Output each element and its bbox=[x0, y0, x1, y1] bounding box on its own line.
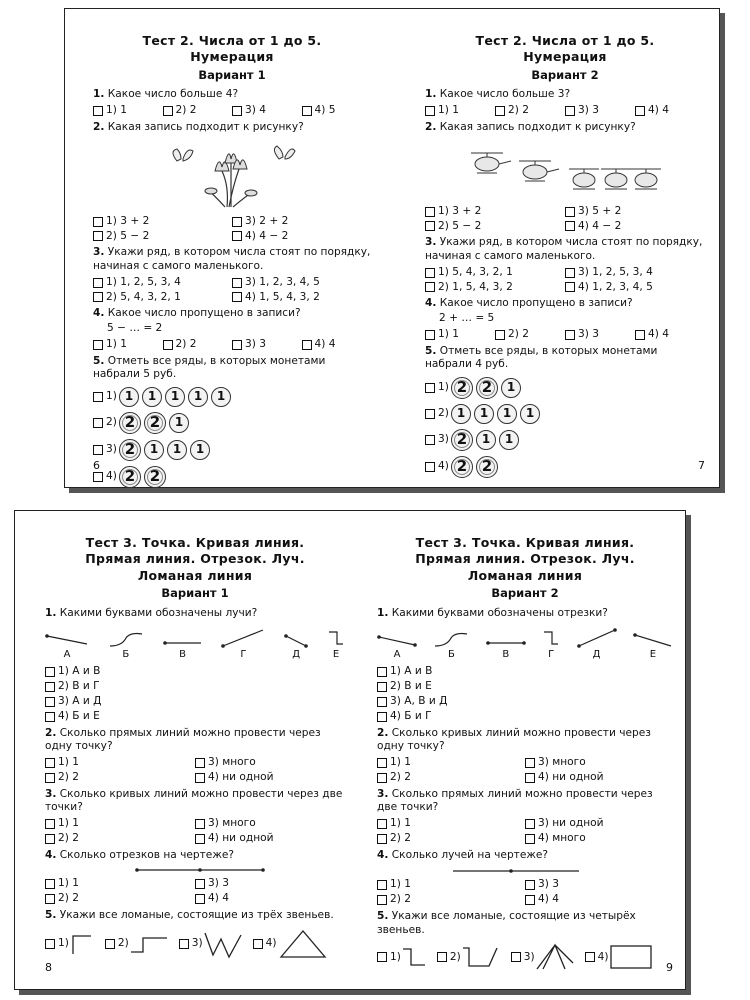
question-5: 5. Отметь все ряды, в которых монетами набрали 4 руб. bbox=[425, 344, 658, 371]
checkbox[interactable] bbox=[377, 819, 387, 829]
answer-option[interactable]: 4) ни одной bbox=[195, 771, 345, 785]
answer-option[interactable]: 2) 2 bbox=[163, 338, 233, 352]
figure-g: Г bbox=[542, 630, 560, 661]
coin-icon: 2 bbox=[119, 412, 141, 434]
answer-option[interactable]: 1) 1 bbox=[45, 877, 195, 891]
checkbox[interactable] bbox=[565, 221, 575, 231]
figure-a: А bbox=[45, 632, 89, 661]
checkbox[interactable] bbox=[525, 819, 535, 829]
test-title: Тест 3. Точка. Кривая линия. Прямая линия. Отрезок. Луч. Ломаная линия bbox=[85, 535, 305, 583]
coin-option-row[interactable] bbox=[425, 404, 705, 424]
question-2: 2. Какая запись подходит к рисунку? bbox=[93, 120, 304, 133]
answer-option[interactable]: 4) ни одной bbox=[525, 771, 673, 785]
answer-options bbox=[377, 665, 673, 723]
curve-shape-icon bbox=[433, 632, 469, 648]
option-label: 1) bbox=[93, 390, 119, 404]
checkbox[interactable] bbox=[425, 207, 435, 217]
question-4: 4. Какое число пропущено в записи? bbox=[425, 297, 633, 310]
checkbox[interactable] bbox=[232, 340, 242, 350]
checkbox[interactable] bbox=[93, 217, 103, 227]
answer-option[interactable]: 1) 1 bbox=[377, 756, 525, 770]
question-3: 3. Укажи ряд, в котором числа стоят по порядку, начиная с самого маленького. bbox=[425, 236, 703, 263]
checkbox[interactable] bbox=[635, 330, 645, 340]
question-3: 3. Сколько кривых линий можно провести через две точки? bbox=[45, 787, 343, 814]
helicopters-illustration bbox=[465, 141, 665, 199]
option-label: 3) bbox=[425, 433, 451, 447]
coin-icon: 2 bbox=[119, 439, 141, 461]
flowers-butterflies-illustration bbox=[167, 141, 297, 209]
answer-option[interactable]: 4) 4 bbox=[195, 892, 345, 906]
figure-c: В bbox=[163, 638, 203, 661]
question-2: 2. Сколько прямых линий можно провести через одну точку? bbox=[45, 726, 321, 753]
answer-option[interactable]: 2) 5 − 2 bbox=[93, 230, 232, 244]
workbook-spread-test-3 bbox=[14, 510, 686, 990]
option-label: 4) bbox=[425, 460, 451, 474]
answer-option[interactable]: 3) А и Д bbox=[45, 695, 345, 709]
coin-icon: 2 bbox=[144, 466, 166, 488]
coin-option-row[interactable] bbox=[93, 387, 371, 407]
answer-option[interactable]: 2) 5 − 2 bbox=[425, 220, 565, 234]
page-number: 9 bbox=[666, 960, 673, 974]
checkbox[interactable] bbox=[195, 834, 205, 844]
checkbox[interactable] bbox=[525, 758, 535, 768]
answer-option[interactable]: 1) А и В bbox=[45, 665, 345, 679]
answer-option[interactable]: 3) много bbox=[525, 756, 673, 770]
page-7 bbox=[425, 9, 705, 487]
checkbox[interactable] bbox=[377, 773, 387, 783]
checkbox[interactable] bbox=[93, 340, 103, 350]
answer-option[interactable]: 3) 4 bbox=[232, 104, 302, 118]
coin-icon: 1 bbox=[190, 440, 210, 460]
checkbox[interactable] bbox=[195, 879, 205, 889]
lines-figure bbox=[377, 628, 673, 661]
segments-figure bbox=[135, 865, 265, 875]
coin-icon: 1 bbox=[476, 430, 496, 450]
answer-option[interactable]: 2) В и Г bbox=[45, 680, 345, 694]
answer-option[interactable]: 1) 3 + 2 bbox=[425, 205, 565, 219]
answer-option[interactable]: 2) 2 bbox=[377, 771, 525, 785]
answer-option[interactable]: 3) 3 bbox=[565, 328, 635, 342]
checkbox[interactable] bbox=[45, 834, 55, 844]
coin-option-row[interactable] bbox=[425, 456, 705, 478]
checkbox[interactable] bbox=[195, 758, 205, 768]
answer-option[interactable]: 4) Б и Г bbox=[377, 710, 673, 724]
checkbox[interactable] bbox=[195, 894, 205, 904]
coin-icon: 2 bbox=[451, 456, 473, 478]
answer-option[interactable]: 3) 1, 2, 5, 3, 4 bbox=[565, 266, 705, 280]
broken-line-icon bbox=[461, 944, 501, 970]
checkbox[interactable] bbox=[45, 712, 55, 722]
test-title: Тест 2. Числа от 1 до 5. Нумерация bbox=[475, 33, 655, 65]
checkbox[interactable] bbox=[179, 939, 189, 949]
question-4: 4. Сколько лучей на чертеже? bbox=[377, 848, 549, 861]
figure-d: Д bbox=[284, 632, 308, 661]
checkbox[interactable] bbox=[45, 894, 55, 904]
answer-option[interactable]: 3) 1, 2, 3, 4, 5 bbox=[232, 276, 371, 290]
question-2: 2. Какая запись подходит к рисунку? bbox=[425, 120, 636, 133]
answer-options bbox=[377, 756, 673, 785]
answer-options bbox=[45, 756, 345, 785]
coin-icon: 2 bbox=[144, 412, 166, 434]
answer-options bbox=[425, 266, 705, 295]
question-1: 1. Какими буквами обозначены отрезки? bbox=[377, 606, 608, 619]
checkbox[interactable] bbox=[565, 268, 575, 278]
question-4: 4. Сколько отрезков на чертеже? bbox=[45, 848, 234, 861]
coin-option-row[interactable] bbox=[93, 439, 371, 461]
checkbox[interactable] bbox=[232, 292, 242, 302]
answer-option[interactable]: 3) 5 + 2 bbox=[565, 205, 705, 219]
coin-icon: 1 bbox=[451, 404, 471, 424]
broken-line-icon bbox=[401, 945, 427, 969]
option-label: 2) bbox=[425, 407, 451, 421]
answer-option[interactable]: 3) 3 bbox=[565, 104, 635, 118]
coin-icon: 1 bbox=[144, 440, 164, 460]
answer-option[interactable]: 3) 3 bbox=[195, 877, 345, 891]
answer-options bbox=[425, 205, 705, 234]
coin-icon: 2 bbox=[476, 377, 498, 399]
checkbox[interactable] bbox=[525, 880, 535, 890]
checkbox[interactable] bbox=[377, 682, 387, 692]
checkbox[interactable] bbox=[525, 834, 535, 844]
checkbox[interactable] bbox=[525, 895, 535, 905]
answer-option[interactable]: 1) 1 bbox=[377, 817, 525, 831]
line-shape-icon bbox=[163, 638, 203, 648]
question-5: 5. Укажи все ломаные, состоящие из трёх звеньев. bbox=[45, 908, 334, 921]
lines-figure bbox=[45, 628, 345, 661]
option-label: 2) bbox=[93, 416, 119, 430]
checkbox[interactable] bbox=[45, 697, 55, 707]
checkbox[interactable] bbox=[377, 697, 387, 707]
answer-option[interactable]: 2) 2 bbox=[45, 771, 195, 785]
answer-option[interactable]: 2) bbox=[437, 944, 501, 970]
answer-option[interactable]: 2) 2 bbox=[377, 893, 525, 907]
checkbox[interactable] bbox=[105, 939, 115, 949]
coin-option-row[interactable] bbox=[425, 377, 705, 399]
checkbox[interactable] bbox=[425, 221, 435, 231]
segment-shape-icon bbox=[377, 634, 417, 648]
answer-option[interactable]: 2) 5, 4, 3, 2, 1 bbox=[93, 291, 232, 305]
question-4: 4. Какое число пропущено в записи? bbox=[93, 307, 301, 320]
checkbox[interactable] bbox=[437, 952, 447, 962]
checkbox[interactable] bbox=[93, 418, 103, 428]
answer-option[interactable]: 3) А, В и Д bbox=[377, 695, 673, 709]
checkbox[interactable] bbox=[93, 392, 103, 402]
answer-option[interactable]: 3) bbox=[179, 929, 243, 959]
broken-line-shape-icon bbox=[542, 630, 560, 648]
broken-line-shape-icon bbox=[327, 630, 345, 648]
checkbox[interactable] bbox=[565, 106, 575, 116]
answer-options bbox=[45, 817, 345, 846]
checkbox[interactable] bbox=[195, 819, 205, 829]
page-9 bbox=[377, 511, 673, 989]
answer-option[interactable]: 2) 2 bbox=[45, 832, 195, 846]
answer-option[interactable]: 1) 1 bbox=[93, 338, 163, 352]
answer-options bbox=[425, 328, 705, 342]
option-label: 3) bbox=[93, 443, 119, 457]
answer-option[interactable]: 2) 2 bbox=[377, 832, 525, 846]
answer-option[interactable]: 1) 1 bbox=[45, 817, 195, 831]
checkbox[interactable] bbox=[302, 106, 312, 116]
answer-option[interactable]: 1) bbox=[377, 945, 427, 969]
coin-icon: 1 bbox=[142, 387, 162, 407]
figure-c: В bbox=[486, 638, 526, 661]
answer-option[interactable]: 3) много bbox=[195, 756, 345, 770]
checkbox[interactable] bbox=[425, 462, 435, 472]
checkbox[interactable] bbox=[93, 106, 103, 116]
answer-options bbox=[45, 665, 345, 723]
broken-lines-figure bbox=[377, 943, 673, 971]
checkbox[interactable] bbox=[232, 217, 242, 227]
answer-option[interactable]: 4) 4 − 2 bbox=[232, 230, 371, 244]
coin-option-row[interactable] bbox=[425, 429, 705, 451]
answer-option[interactable]: 3) 2 + 2 bbox=[232, 215, 371, 229]
checkbox[interactable] bbox=[425, 409, 435, 419]
page-6 bbox=[93, 9, 371, 487]
checkbox[interactable] bbox=[425, 435, 435, 445]
checkbox[interactable] bbox=[93, 472, 103, 482]
coin-option-row[interactable] bbox=[93, 466, 371, 488]
checkbox[interactable] bbox=[93, 231, 103, 241]
figure-g: Г bbox=[221, 628, 265, 661]
ray-shape-icon bbox=[633, 632, 673, 648]
answer-options bbox=[93, 215, 371, 244]
checkbox[interactable] bbox=[45, 879, 55, 889]
option-label: 1) bbox=[425, 381, 451, 395]
checkbox[interactable] bbox=[45, 667, 55, 677]
checkbox[interactable] bbox=[377, 880, 387, 890]
equation: 2 + … = 5 bbox=[439, 312, 495, 325]
figure-b: Б bbox=[433, 632, 469, 661]
answer-option[interactable]: 4) 4 − 2 bbox=[565, 220, 705, 234]
answer-options bbox=[45, 877, 345, 906]
answer-option[interactable]: 2) 2 bbox=[163, 104, 233, 118]
checkbox[interactable] bbox=[425, 330, 435, 340]
answer-option[interactable]: 2) В и Е bbox=[377, 680, 673, 694]
checkbox[interactable] bbox=[585, 952, 595, 962]
checkbox[interactable] bbox=[195, 773, 205, 783]
checkbox[interactable] bbox=[377, 712, 387, 722]
checkbox[interactable] bbox=[565, 282, 575, 292]
coin-icon: 1 bbox=[165, 387, 185, 407]
checkbox[interactable] bbox=[377, 952, 387, 962]
answer-option[interactable]: 2) 1, 5, 4, 3, 2 bbox=[425, 281, 565, 295]
segment-shape-icon bbox=[486, 638, 526, 648]
coin-icon: 1 bbox=[119, 387, 139, 407]
segment-shape-icon bbox=[284, 632, 308, 648]
checkbox[interactable] bbox=[377, 667, 387, 677]
question-1: 1. Какое число больше 3? bbox=[425, 88, 571, 101]
answer-option[interactable]: 4) 4 bbox=[635, 104, 705, 118]
answer-option[interactable]: 1) 1 bbox=[425, 104, 495, 118]
answer-option[interactable]: 4) 1, 5, 4, 3, 2 bbox=[232, 291, 371, 305]
answer-option[interactable]: 1) 1 bbox=[377, 878, 525, 892]
question-5: 5. Отметь все ряды, в которых монетами набрали 5 руб. bbox=[93, 354, 326, 381]
answer-option[interactable]: 1) 1, 2, 5, 3, 4 bbox=[93, 276, 232, 290]
variant-label: Вариант 2 bbox=[491, 585, 559, 600]
answer-option[interactable]: 4) 1, 2, 3, 4, 5 bbox=[565, 281, 705, 295]
answer-option[interactable]: 1) 5, 4, 3, 2, 1 bbox=[425, 266, 565, 280]
coin-icon: 1 bbox=[474, 404, 494, 424]
answer-option[interactable]: 4) bbox=[253, 929, 327, 959]
figure-b: Б bbox=[108, 632, 144, 661]
answer-option[interactable]: 2) 2 bbox=[45, 892, 195, 906]
rectangle-icon bbox=[609, 944, 653, 970]
test-title: Тест 3. Точка. Кривая линия. Прямая линия. Отрезок. Луч. Ломаная линия bbox=[415, 535, 635, 583]
checkbox[interactable] bbox=[163, 340, 173, 350]
coin-icon: 1 bbox=[497, 404, 517, 424]
checkbox[interactable] bbox=[565, 207, 575, 217]
answer-options bbox=[93, 338, 371, 352]
answer-option[interactable]: 3) 3 bbox=[525, 878, 673, 892]
page-number: 6 bbox=[93, 458, 100, 472]
ray-shape-icon bbox=[221, 628, 265, 648]
broken-line-icon bbox=[69, 932, 95, 956]
checkbox[interactable] bbox=[45, 939, 55, 949]
coin-rows bbox=[425, 377, 705, 478]
checkbox[interactable] bbox=[232, 231, 242, 241]
answer-option[interactable]: 3) 3 bbox=[232, 338, 302, 352]
answer-option[interactable]: 2) 2 bbox=[495, 104, 565, 118]
question-3: 3. Сколько прямых линий можно провести через две точки? bbox=[377, 787, 653, 814]
checkbox[interactable] bbox=[45, 819, 55, 829]
coin-icon: 1 bbox=[169, 413, 189, 433]
checkbox[interactable] bbox=[93, 278, 103, 288]
coin-option-row[interactable] bbox=[93, 412, 371, 434]
broken-line-icon bbox=[203, 929, 243, 959]
option-label: 4) bbox=[93, 470, 119, 484]
checkbox[interactable] bbox=[45, 682, 55, 692]
coin-icon: 2 bbox=[451, 377, 473, 399]
checkbox[interactable] bbox=[495, 106, 505, 116]
broken-lines-figure bbox=[45, 929, 345, 959]
answer-option[interactable]: 1) А и В bbox=[377, 665, 673, 679]
checkbox[interactable] bbox=[163, 106, 173, 116]
checkbox[interactable] bbox=[45, 773, 55, 783]
checkbox[interactable] bbox=[45, 758, 55, 768]
answer-options bbox=[377, 878, 673, 907]
answer-option[interactable]: 4) ни одной bbox=[195, 832, 345, 846]
broken-line-icon bbox=[129, 932, 169, 956]
question-3: 3. Укажи ряд, в котором числа стоят по порядку, начиная с самого маленького. bbox=[93, 246, 371, 273]
checkbox[interactable] bbox=[377, 834, 387, 844]
variant-label: Вариант 2 bbox=[531, 67, 599, 82]
coin-icon: 1 bbox=[499, 430, 519, 450]
checkbox[interactable] bbox=[565, 330, 575, 340]
checkbox[interactable] bbox=[377, 758, 387, 768]
page-number: 8 bbox=[45, 960, 52, 974]
answer-option[interactable]: 1) 1 bbox=[93, 104, 163, 118]
figure-a: А bbox=[377, 634, 417, 661]
ray-shape-icon bbox=[45, 632, 89, 648]
answer-option[interactable]: 1) bbox=[45, 932, 95, 956]
coin-icon: 1 bbox=[167, 440, 187, 460]
checkbox[interactable] bbox=[232, 278, 242, 288]
answer-options bbox=[425, 104, 705, 118]
answer-option[interactable]: 4) bbox=[585, 944, 653, 970]
figure-e: Е bbox=[327, 630, 345, 661]
triangle-icon bbox=[277, 929, 327, 959]
answer-option[interactable]: 1) 3 + 2 bbox=[93, 215, 232, 229]
test-title: Тест 2. Числа от 1 до 5. Нумерация bbox=[142, 33, 322, 65]
answer-option[interactable]: 4) 4 bbox=[635, 328, 705, 342]
checkbox[interactable] bbox=[425, 383, 435, 393]
answer-option[interactable]: 4) 5 bbox=[302, 104, 372, 118]
variant-label: Вариант 1 bbox=[198, 67, 266, 82]
equation: 5 − … = 2 bbox=[107, 322, 163, 335]
checkbox[interactable] bbox=[525, 773, 535, 783]
question-1: 1. Какими буквами обозначены лучи? bbox=[45, 606, 258, 619]
answer-option[interactable]: 3) много bbox=[195, 817, 345, 831]
coin-icon: 2 bbox=[119, 466, 141, 488]
checkbox[interactable] bbox=[425, 268, 435, 278]
answer-option[interactable]: 1) 1 bbox=[425, 328, 495, 342]
checkbox[interactable] bbox=[93, 292, 103, 302]
page-8 bbox=[45, 511, 345, 989]
page-number: 7 bbox=[698, 458, 705, 472]
question-5: 5. Укажи все ломаные, состоящие из четырёх звеньев. bbox=[377, 909, 636, 936]
coin-icon: 1 bbox=[188, 387, 208, 407]
checkbox[interactable] bbox=[93, 445, 103, 455]
answer-options bbox=[93, 276, 371, 305]
coin-icon: 1 bbox=[520, 404, 540, 424]
curve-shape-icon bbox=[108, 632, 144, 648]
answer-option[interactable]: 4) 4 bbox=[525, 893, 673, 907]
answer-option[interactable]: 3) ни одной bbox=[525, 817, 673, 831]
answer-option[interactable]: 2) 2 bbox=[495, 328, 565, 342]
answer-option[interactable]: 2) bbox=[105, 932, 169, 956]
checkbox[interactable] bbox=[377, 895, 387, 905]
checkbox[interactable] bbox=[635, 106, 645, 116]
coin-icon: 2 bbox=[451, 429, 473, 451]
answer-option[interactable]: 1) 1 bbox=[45, 756, 195, 770]
checkbox[interactable] bbox=[302, 340, 312, 350]
checkbox[interactable] bbox=[425, 106, 435, 116]
answer-option[interactable]: 4) Б и Е bbox=[45, 710, 345, 724]
checkbox[interactable] bbox=[232, 106, 242, 116]
coin-icon: 1 bbox=[211, 387, 231, 407]
answer-option[interactable]: 4) 4 bbox=[302, 338, 372, 352]
coin-rows bbox=[93, 387, 371, 488]
answer-options bbox=[377, 817, 673, 846]
checkbox[interactable] bbox=[495, 330, 505, 340]
coin-icon: 2 bbox=[476, 456, 498, 478]
question-2: 2. Сколько кривых линий можно провести через одну точку? bbox=[377, 726, 651, 753]
checkbox[interactable] bbox=[425, 282, 435, 292]
checkbox[interactable] bbox=[253, 939, 263, 949]
answer-option[interactable]: 3) bbox=[511, 943, 575, 971]
segment-shape-icon bbox=[577, 628, 617, 648]
coin-icon: 1 bbox=[501, 378, 521, 398]
answer-option[interactable]: 4) много bbox=[525, 832, 673, 846]
figure-e: Е bbox=[633, 632, 673, 661]
answer-options bbox=[93, 104, 371, 118]
figure-d: Д bbox=[577, 628, 617, 661]
rays-figure bbox=[451, 866, 581, 876]
variant-label: Вариант 1 bbox=[161, 585, 229, 600]
checkbox[interactable] bbox=[511, 952, 521, 962]
question-1: 1. Какое число больше 4? bbox=[93, 88, 239, 101]
broken-line-icon bbox=[535, 943, 575, 971]
workbook-spread-test-2 bbox=[64, 8, 720, 488]
